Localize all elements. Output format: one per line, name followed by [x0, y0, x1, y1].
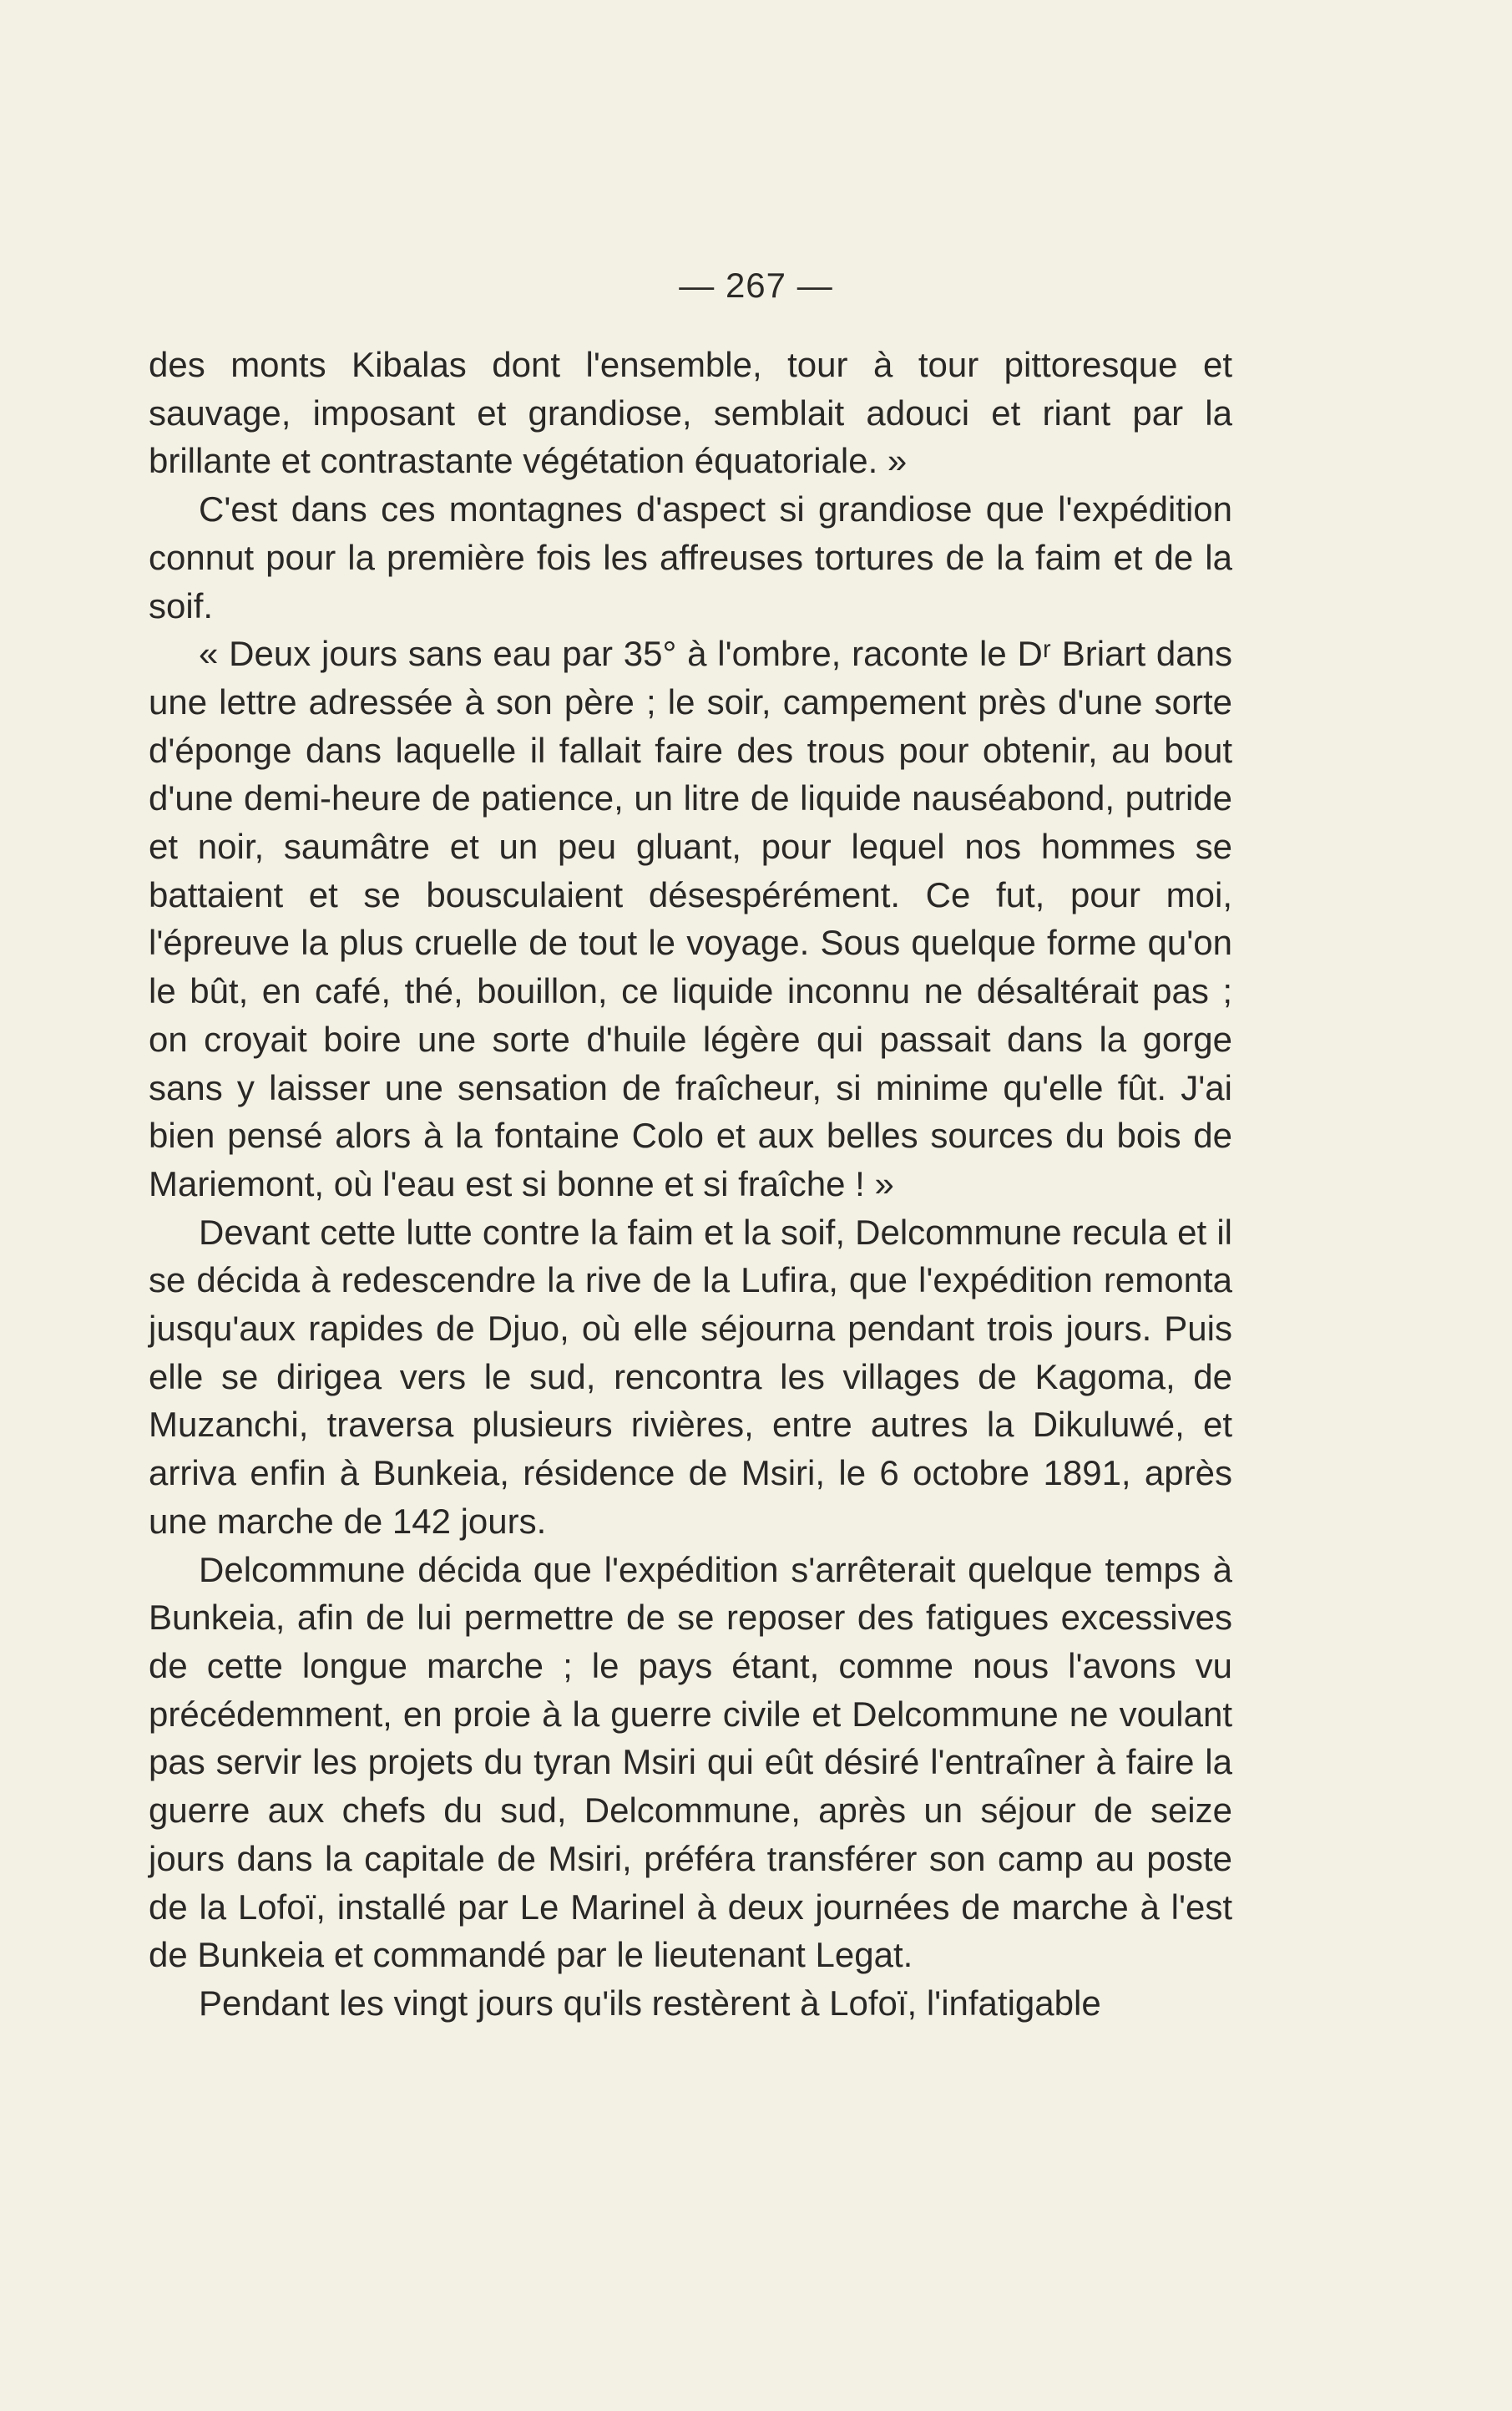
paragraph-2: C'est dans ces montagnes d'aspect si grandiose que l'expédition connut pour la première fois les affreuses tortures de la faim et de la soif.	[149, 489, 1232, 626]
paragraph-3: « Deux jours sans eau par 35° à l'ombre, raconte le Dʳ Briart dans une lettre adressée à son père ; le soir, campement près d'une sorte d'éponge dans laquelle il fallait faire des trous pour obtenir, au bout d'une demi-heure de patience, un litre de liquide nauséabond, putride et noir, saumâtre et un peu gluant, pour lequel nos hommes se battaient et se bousculaient désespérément. Ce fut, pour moi, l'épreuve la plus cruelle de tout le voyage. Sous quelque forme qu'on le bût, en café, thé, bouillon, ce liquide inconnu ne désaltérait pas ; on croyait boire une sorte d'huile légère qui passait dans la gorge sans y laisser une sensation de fraîcheur, si minime qu'elle fût. J'ai bien pensé alors à la fontaine Colo et aux belles sources du bois de Mariemont, où l'eau est si bonne et si fraîche ! »	[149, 634, 1232, 1203]
paragraph-4: Devant cette lutte contre la faim et la soif, Delcommune recula et il se décida à redescendre la rive de la Lufira, que l'expédition remonta jusqu'aux rapides de Djuo, où elle séjourna pendant trois jours. Puis elle se dirigea vers le sud, rencontra les villages de Kagoma, de Muzanchi, traversa plusieurs rivières, entre autres la Dikuluwé, et arriva enfin à Bunkeia, résidence de Msiri, le 6 octobre 1891, après une marche de 142 jours.	[149, 1212, 1232, 1541]
paragraph-6: Pendant les vingt jours qu'ils restèrent à Lofoï, l'infatigable	[199, 1983, 1101, 2023]
paragraph-1: des monts Kibalas dont l'ensemble, tour à tour pittoresque et sauvage, imposant et grandiose, semblait adouci et riant par la brillante et contrastante végétation équatoriale. »	[149, 345, 1232, 481]
body-text	[149, 341, 1232, 2028]
paragraph-5: Delcommune décida que l'expédition s'arrêterait quelque temps à Bunkeia, afin de lui permettre de se reposer des fatigues excessives de cette longue marche ; le pays étant, comme nous l'avons vu précédemment, en proie à la guerre civile et Delcommune ne voulant pas servir les projets du tyran Msiri qui eût désiré l'entraîner à faire la guerre aux chefs du sud, Delcommune, après un séjour de seize jours dans la capitale de Msiri, préféra transférer son camp au poste de la Lofoï, installé par Le Marinel à deux journées de marche à l'est de Bunkeia et commandé par le lieutenant Legat.	[149, 1549, 1232, 1975]
page-number: — 267 —	[679, 266, 833, 305]
